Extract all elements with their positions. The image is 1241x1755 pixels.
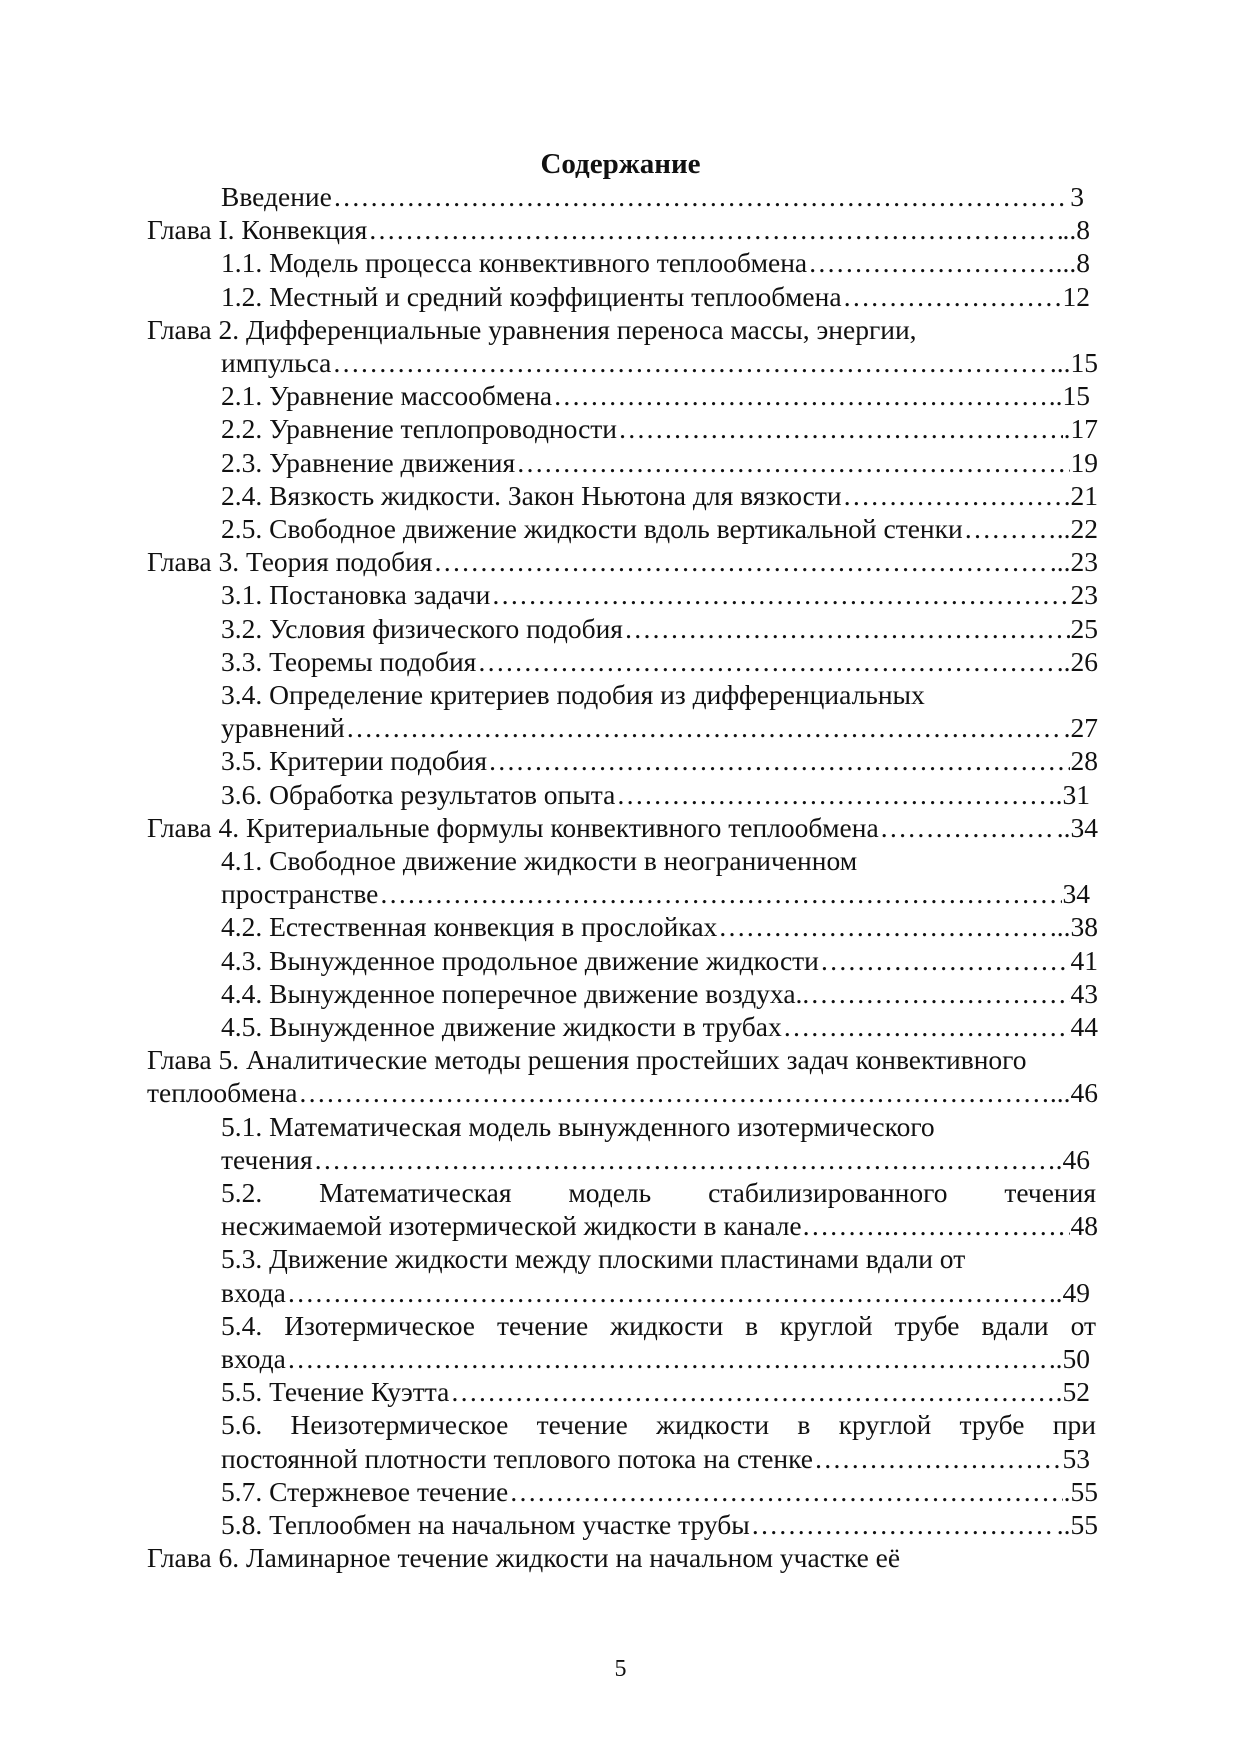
toc-line [221,1408,1096,1442]
dot-leader [314,1143,1055,1177]
toc-line [221,910,1098,944]
toc-page-number: ..8 [1062,214,1090,245]
toc-entry-title: 3.6. Обработка результатов опыта [221,779,616,810]
dot-leader [346,711,1063,745]
dot-leader [333,180,1069,214]
toc-line [221,578,1098,612]
toc-entry-title: постоянной плотности теплового потока на стенке [221,1443,814,1474]
dot-leader [808,246,1055,280]
toc-line [221,346,1098,380]
toc-page-number: ...46 [1049,1077,1098,1108]
dot-leader [477,645,1055,679]
dot-leader [488,744,1070,778]
toc-line [221,944,1098,978]
toc-page-number: ...38 [1049,911,1098,942]
toc-page-number: ..55 [1056,1509,1098,1540]
page-number: 5 [614,1656,627,1682]
toc-page-number: ..15 [1048,380,1090,411]
toc-page-number: …..22 [1029,513,1098,544]
toc-entry-title: 1.1. Модель процесса конвективного теплообмена [221,247,808,278]
toc-page-number: ...8 [1055,247,1090,278]
toc-entry-title: 5.6. Неизотермическое течение жидкости в круглой трубе при [221,1409,1096,1440]
toc-entry-title: 5.3. Движение жидкости между плоскими пластинами вдали от [221,1243,966,1274]
dot-leader [287,1276,1055,1310]
dot-leader [616,778,1054,812]
toc-line [221,744,1098,778]
toc-page-number: 34 [1062,878,1090,909]
toc-entry-title: входа [221,1343,286,1374]
toc-entry-title: Глава 6. Ламинарное течение жидкости на начальном участке её [147,1542,901,1573]
dot-leader [450,1375,1054,1409]
dot-leader [516,446,1069,480]
toc-entry-title: 2.3. Уравнение движения [221,447,516,478]
toc-entry-title: Глава 2. Дифференциальные уравнения переноса массы, энергии, [147,314,917,345]
toc-line [221,678,925,712]
toc-entry-title: Глава I. Конвекция [147,214,368,245]
toc-line [147,1043,1027,1077]
toc-line [147,545,1098,579]
toc-page-number: .27 [1063,712,1098,743]
toc-line [221,977,1098,1011]
toc-line [221,877,1090,911]
toc-entry-title: 5.4. Изотермическое течение жидкости в круглой трубе вдали от [221,1310,1096,1341]
toc-entry-title: 4.3. Вынужденное продольное движение жидкости [221,945,819,976]
toc-line [221,1010,1098,1044]
toc-page-number: 25 [1070,613,1098,644]
toc-line [147,811,1098,845]
toc-entry-title: Глава 5. Аналитические методы решения простейших задач конвективного [147,1044,1027,1075]
toc-entry-title: теплообмена [147,1077,298,1108]
toc-line [221,1276,1090,1310]
dot-leader [433,545,1048,579]
toc-line [147,1076,1098,1110]
toc-line [221,379,1090,413]
toc-page-number: 43 [1070,978,1098,1009]
toc-line [221,1475,1098,1509]
toc-line [221,1176,1096,1210]
toc-line [147,1541,900,1575]
toc-page-number: .50 [1055,1343,1090,1374]
toc-entry-title: 2.5. Свободное движение жидкости вдоль вертикальной стенки [221,513,963,544]
toc-line [221,1508,1098,1542]
toc-line [221,1143,1090,1177]
dot-leader [751,1508,1056,1542]
toc-line [221,479,1098,513]
toc-line [221,412,1098,446]
toc-line [221,512,1098,546]
toc-line [221,246,1090,280]
toc-entry-title: 2.2. Уравнение теплопроводности [221,413,618,444]
toc-entry-title: 4.1. Свободное движение жидкости в неограниченном [221,845,858,876]
toc-entry-title: 5.2. Математическая модель стабилизированного течения [221,1177,1096,1208]
dot-leader [843,280,1062,314]
toc-line [221,778,1090,812]
toc-entry-title: 3.2. Условия физического подобия [221,613,623,644]
toc-entry-title: 2.4. Вязкость жидкости. Закон Ньютона для вязкости [221,480,842,511]
dot-leader [880,811,1056,845]
toc-entry-title: Глава 4. Критериальные формулы конвективного теплообмена [147,812,879,843]
toc-line [221,1309,1096,1343]
toc-entry-title: 5.7. Стержневое течение [221,1476,509,1507]
dot-leader [332,346,1048,380]
toc-entry-title: уравнений [221,712,345,743]
toc-line [221,1209,1098,1243]
dot-leader [843,479,1070,513]
toc-entry-title: пространстве [221,878,379,909]
toc-page-number: 3 [1070,181,1084,212]
dot-leader [287,1342,1055,1376]
toc-entry-title: 1.2. Местный и средний коэффициенты теплообмена [221,281,842,312]
toc-line [221,1242,965,1276]
toc-line [221,1375,1090,1409]
toc-page-number: .55 [1063,1476,1098,1507]
toc-page-number: .46 [1055,1144,1090,1175]
toc-page-number: .17 [1063,413,1098,444]
toc-entry-title: Введение [221,181,332,212]
toc-line [221,446,1098,480]
toc-line [221,1110,935,1144]
toc-entry-title: 4.2. Естественная конвекция в прослойках [221,911,718,942]
toc-title: Содержание [540,148,701,180]
toc-entry-title: 5.5. Течение Куэтта [221,1376,450,1407]
toc-entry-title: 3.5. Критерии подобия [221,745,487,776]
toc-page-number: ...15 [1049,347,1098,378]
toc-page-number: .49 [1055,1277,1090,1308]
toc-page-number: .52 [1055,1376,1090,1407]
toc-line [221,280,1090,314]
dot-leader [298,1076,1048,1110]
dot-leader [624,612,1070,646]
dot-leader [368,213,1061,247]
toc-entry-title: течения [221,1144,313,1175]
toc-entry-title: 5.8. Теплообмен на начальном участке трубы [221,1509,750,1540]
toc-page-number: ..26 [1056,646,1098,677]
toc-entry-title: входа [221,1277,286,1308]
toc-entry-title: 3.4. Определение критериев подобия из дифференциальных [221,679,925,710]
toc-entry-title: 2.1. Уравнение массообмена [221,380,553,411]
toc-line [147,213,1090,247]
toc-entry-title: 5.1. Математическая модель вынужденного изотермического [221,1111,935,1142]
toc-entry-title: 3.1. Постановка задачи [221,579,491,610]
toc-line [221,844,857,878]
toc-entry-title: 4.4. Вынужденное поперечное движение воздуха.. [221,978,810,1009]
toc-entry-title: несжимаемой изотермической жидкости в канале……….………… [221,1210,1002,1241]
toc-page-number: 21 [1070,480,1098,511]
toc-page-number: 23 [1070,579,1098,610]
dot-leader [810,977,1069,1011]
toc-page-number: ..34 [1056,812,1098,843]
toc-entry-title: импульса [221,347,332,378]
toc-page-number: 28 [1070,745,1098,776]
toc-page-number: 19 [1070,447,1098,478]
dot-leader [618,412,1063,446]
toc-entry-title: 4.5. Вынужденное движение жидкости в трубах [221,1011,782,1042]
dot-leader [820,944,1070,978]
toc-line [147,313,917,347]
dot-leader [814,1442,1061,1476]
dot-leader [491,578,1069,612]
toc-page-number: 48 [1070,1210,1098,1241]
toc-line [221,1342,1090,1376]
dot-leader [553,379,1048,413]
dot-leader [718,910,1049,944]
toc-line [221,612,1098,646]
toc-page-number: 12 [1062,281,1090,312]
toc-entry-title: 3.3. Теоремы подобия [221,646,477,677]
toc-line [221,645,1098,679]
dot-leader [379,877,1061,911]
dot-leader [964,512,1029,546]
toc-page-number: 41 [1070,945,1098,976]
toc-entry-title: Глава 3. Теория подобия [147,546,433,577]
toc-page-number: 44 [1070,1011,1098,1042]
toc-line [221,711,1098,745]
dot-leader [783,1010,1070,1044]
toc-page-number: .31 [1055,779,1090,810]
dot-leader [509,1475,1062,1509]
toc-page-number: 53 [1062,1443,1090,1474]
toc-line [221,180,1084,214]
toc-line [221,1442,1090,1476]
dot-leader [1002,1209,1069,1243]
toc-page-number: ...23 [1049,546,1098,577]
